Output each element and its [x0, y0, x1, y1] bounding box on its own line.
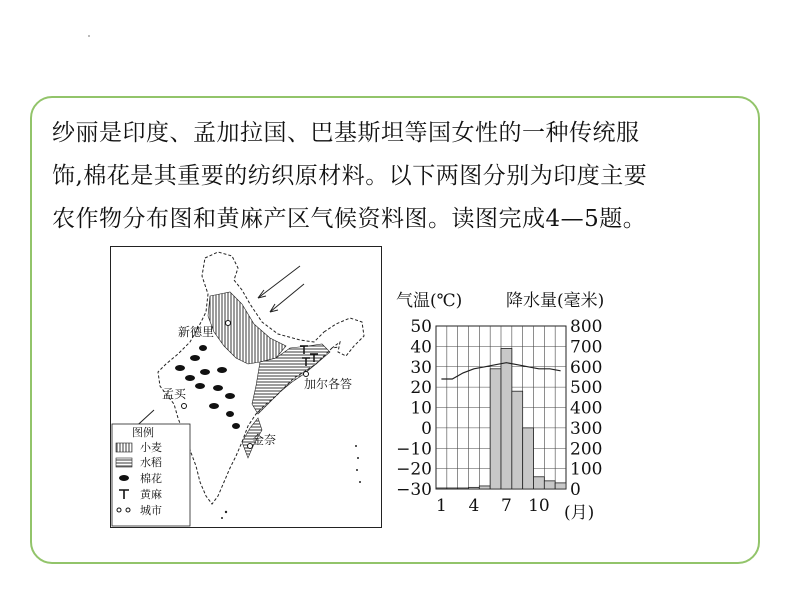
precipitation-bar	[544, 481, 555, 489]
left-tick-label: 30	[410, 357, 432, 378]
right-tick-label: 200	[570, 439, 603, 460]
right-tick-label: 0	[570, 480, 581, 500]
precipitation-bar	[512, 391, 523, 489]
precipitation-bar	[436, 488, 447, 489]
question-line-1: 纱丽是印度、孟加拉国、巴基斯坦等国女性的一种传统服	[52, 120, 640, 146]
right-tick-label: 800	[570, 317, 603, 337]
right-tick-label: 300	[570, 418, 603, 439]
precipitation-bar	[447, 488, 458, 489]
map-legend	[112, 424, 190, 526]
legend-cotton-label: 棉花	[140, 472, 162, 485]
x-tick-label: 10	[528, 496, 550, 516]
city-marker-new-delhi	[226, 321, 231, 326]
precipitation-bar	[458, 488, 469, 489]
right-tick-label: 700	[570, 337, 603, 358]
legend-wheat-label: 小麦	[140, 441, 162, 454]
city-label-chennai: 金奈	[252, 433, 277, 447]
city-label-mumbai: 孟买	[162, 387, 187, 401]
x-tick-label: 7	[501, 496, 512, 516]
left-tick-label: 0	[421, 418, 432, 439]
left-tick-label: 50	[410, 317, 432, 337]
right-tick-label: 400	[570, 398, 603, 419]
question-line-2: 饰,棉花是其重要的纺织原材料。以下两图分别为印度主要	[52, 163, 648, 189]
left-tick-label: −10	[396, 439, 432, 460]
legend-wheat-swatch	[116, 443, 132, 452]
precipitation-bar	[469, 487, 480, 489]
city-label-new-delhi: 新德里	[178, 325, 215, 339]
x-unit-label: (月)	[564, 503, 595, 523]
legend-rice-swatch	[116, 458, 132, 467]
precipitation-bar	[523, 428, 534, 489]
left-tick-label: 10	[410, 398, 432, 419]
question-line-3: 农作物分布图和黄麻产区气候资料图。读图完成4—5题。	[52, 206, 647, 232]
x-tick-label: 1	[436, 496, 447, 516]
legend-city-label: 城市	[140, 504, 162, 517]
legend-jute-label: 黄麻	[140, 488, 162, 501]
right-tick-label: 100	[570, 459, 603, 480]
question-text	[52, 112, 742, 241]
left-tick-label: −30	[396, 480, 432, 500]
city-marker-mumbai	[182, 404, 187, 409]
x-tick-label: 4	[468, 496, 480, 516]
india-crop-map	[110, 246, 382, 528]
scan-dot	[88, 35, 90, 37]
precipitation-bar	[490, 369, 501, 489]
precipitation-bar	[555, 483, 566, 489]
left-tick-label: 40	[410, 337, 432, 358]
legend-cotton-icon	[119, 475, 129, 481]
legend-title: 图例	[132, 426, 154, 439]
city-marker-kolkata	[304, 372, 309, 377]
right-tick-label: 600	[570, 357, 603, 378]
precipitation-bar	[479, 486, 490, 489]
legend-city-icon-2	[126, 508, 130, 512]
right-tick-label: 500	[570, 378, 603, 399]
legend-rice-label: 水稻	[140, 456, 162, 469]
right-axis-label: 降水量(毫米)	[506, 291, 605, 311]
legend-city-icon	[117, 508, 121, 512]
left-axis-label: 气温(℃)	[396, 291, 463, 311]
climate-chart	[392, 282, 652, 530]
left-tick-label: 20	[410, 378, 432, 399]
precipitation-bar	[501, 348, 512, 489]
city-label-kolkata: 加尔各答	[304, 377, 353, 391]
precipitation-bar	[534, 477, 545, 489]
left-tick-label: −20	[396, 459, 432, 480]
